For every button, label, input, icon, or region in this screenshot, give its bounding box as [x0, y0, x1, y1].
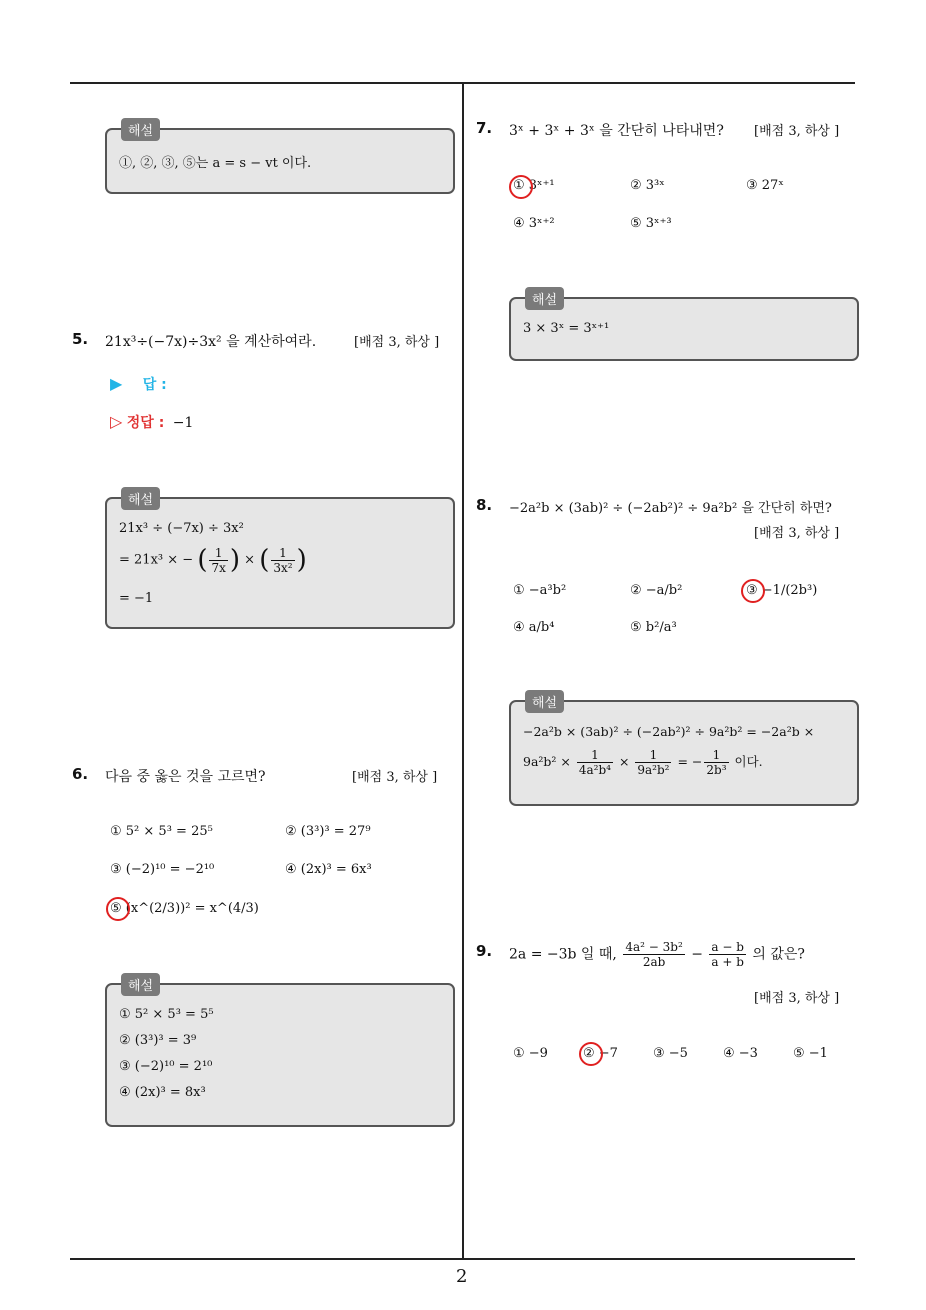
q5-number: 5. — [72, 330, 89, 348]
q5-solution-times: × — [244, 552, 260, 568]
q6-option-2[interactable]: ② (3³)³ = 27⁹ — [285, 824, 371, 839]
q8-solution-box — [509, 696, 859, 806]
q8-option-5[interactable]: ⑤ b²/a³ — [630, 620, 677, 635]
q9-number: 9. — [476, 942, 493, 960]
q9-selected-circle — [579, 1042, 603, 1066]
q9-question: 2a = −3b 일 때, $\frac{\text{4a² − 3b²}}{2ab}$ − $\frac{a - b}{a + b}$ 의 값은? — [509, 940, 805, 969]
q7-selected-circle — [509, 175, 533, 199]
q7-option-3[interactable]: ③ 27ˣ — [746, 178, 784, 193]
q7-solution-box — [509, 293, 859, 361]
q8-question: −2a²b × (3ab)² ÷ (−2ab²)² ÷ 9a²b² 을 간단히 하면? — [509, 501, 832, 516]
q5-meta: [배점 3, 하상 ] — [354, 335, 440, 350]
solution-tag: 해설 — [525, 287, 564, 310]
q5-correct-value: −1 — [172, 415, 194, 431]
q5-correct-label: 정답 : — [126, 415, 165, 431]
page-number: 2 — [456, 1266, 468, 1287]
q8-option-2[interactable]: ② −a/b² — [630, 583, 683, 598]
solution-tag: 해설 — [525, 690, 564, 713]
q8-fraction-3: $\frac{1}{\text{2b³}}$ — [706, 748, 727, 777]
q8-solution-line1: −2a²b × (3ab)² ÷ (−2ab²)² ÷ 9a²b² = −2a²b × — [523, 724, 815, 739]
q5-fraction-1: $\frac{1}{7x}$ — [211, 545, 226, 575]
q6-solution-box — [105, 979, 455, 1127]
solution-tag: 해설 — [121, 118, 160, 141]
q9-option-2[interactable]: ② −7 — [583, 1046, 618, 1061]
q7-number: 7. — [476, 119, 493, 137]
play-icon: ▶ — [110, 374, 123, 393]
q9-option-4[interactable]: ④ −3 — [723, 1046, 758, 1061]
q8-selected-circle — [741, 579, 765, 603]
q8-fraction-2: $\frac{1}{\text{9a²b²}}$ — [637, 748, 670, 777]
bottom-rule — [70, 1258, 855, 1260]
q6-solution-line3: ③ (−2)¹⁰ = 2¹⁰ — [119, 1059, 213, 1074]
q6-option-4[interactable]: ④ (2x)³ = 6x³ — [285, 862, 372, 877]
q8-option-4[interactable]: ④ a/b⁴ — [513, 620, 555, 635]
q6-meta: [배점 3, 하상 ] — [352, 770, 438, 785]
q5-solution-line1: 21x³ ÷ (−7x) ÷ 3x² — [119, 521, 244, 536]
q7-question: 3ˣ + 3ˣ + 3ˣ 을 간단히 나타내면? — [509, 123, 724, 139]
q4-solution-box — [105, 124, 455, 194]
q5-solution-line2: = 21x³ × − ( $\frac{1}{7x}$ ) × ( $\frac{1}{\text{3x²}}$ ) — [119, 545, 307, 575]
q6-question: 다음 중 옳은 것을 고르면? — [105, 769, 266, 785]
q6-option-1[interactable]: ① 5² × 5³ = 25⁵ — [110, 824, 213, 839]
solution-tag: 해설 — [121, 487, 160, 510]
q5-solution-line2-text: = 21x³ × − — [119, 552, 194, 568]
q5-answer-row — [110, 374, 167, 394]
q6-number: 6. — [72, 765, 89, 783]
q6-solution-line4: ④ (2x)³ = 8x³ — [119, 1085, 206, 1100]
q9-fraction-2: $\frac{a - b}{a + b}$ — [711, 940, 744, 969]
q4-solution-text: ①, ②, ③, ⑤는 a = s − vt 이다. — [119, 156, 312, 171]
q7-solution-text: 3 × 3ˣ = 3ˣ⁺¹ — [523, 321, 610, 336]
q7-option-4[interactable]: ④ 3ˣ⁺² — [513, 216, 555, 231]
q6-selected-circle — [106, 897, 130, 921]
q9-fraction-1: $\frac{\text{4a² − 3b²}}{2ab}$ — [625, 940, 683, 969]
q9-option-1[interactable]: ① −9 — [513, 1046, 548, 1061]
q6-solution-line2: ② (3³)³ = 3⁹ — [119, 1033, 197, 1048]
q5-solution-line3: = −1 — [119, 591, 154, 606]
q5-answer-label: 답 : — [142, 377, 167, 393]
q9-option-3[interactable]: ③ −5 — [653, 1046, 688, 1061]
q9-meta: [배점 3, 하상 ] — [754, 991, 840, 1006]
q5-question: 21x³÷(−7x)÷3x² 을 계산하여라. — [105, 334, 317, 350]
solution-tag: 해설 — [121, 973, 160, 996]
q7-option-5[interactable]: ⑤ 3ˣ⁺³ — [630, 216, 672, 231]
q8-solution-line2: 9a²b² × $\frac{1}{\text{4a²b⁴}}$ × $\frac{1}{\text{9a²b²}}$ = − $\frac{1}{\text{2b³}}$ 이다. — [523, 748, 763, 777]
q7-option-2[interactable]: ② 3³ˣ — [630, 178, 665, 193]
q6-solution-line1: ① 5² × 5³ = 5⁵ — [119, 1007, 214, 1022]
q7-option-1[interactable]: ① 3ˣ⁺¹ — [513, 178, 555, 193]
q8-meta: [배점 3, 하상 ] — [754, 526, 840, 541]
q8-number: 8. — [476, 496, 493, 514]
outline-triangle-icon: ▷ — [110, 412, 123, 431]
q6-option-3[interactable]: ③ (−2)¹⁰ = −2¹⁰ — [110, 862, 215, 877]
q8-option-3[interactable]: ③ −1/(2b³) — [746, 583, 818, 598]
column-divider — [462, 82, 464, 1260]
q5-solution-box — [105, 493, 455, 629]
q8-option-1[interactable]: ① −a³b² — [513, 583, 567, 598]
q7-meta: [배점 3, 하상 ] — [754, 124, 840, 139]
q5-correct-row — [110, 412, 193, 432]
q9-option-5[interactable]: ⑤ −1 — [793, 1046, 828, 1061]
q8-fraction-1: $\frac{1}{\text{4a²b⁴}}$ — [578, 748, 611, 777]
q5-fraction-2: $\frac{1}{\text{3x²}}$ — [273, 545, 293, 575]
q6-option-5[interactable]: ⑤ (x^(2/3))² = x^(4/3) — [110, 901, 259, 916]
